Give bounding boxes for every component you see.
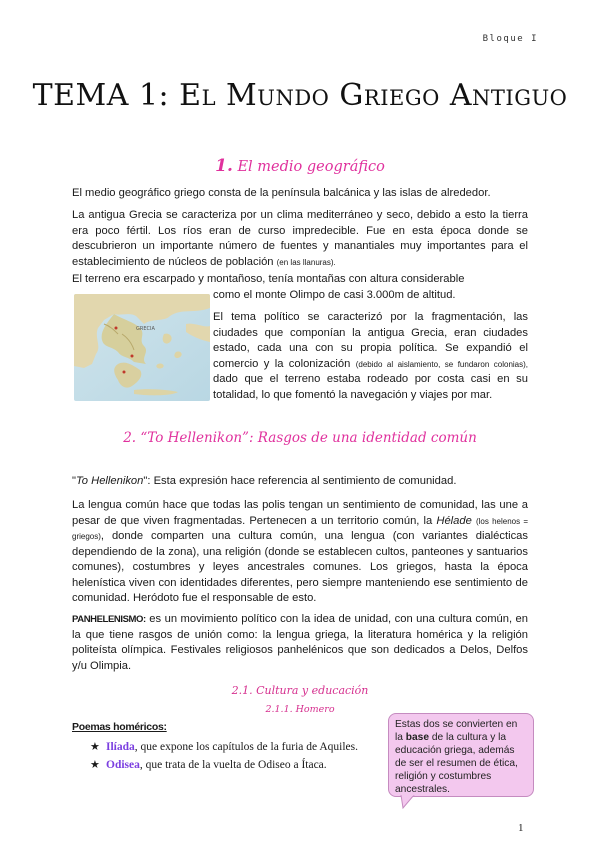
page-number: 1 xyxy=(518,822,524,834)
note-highlight: base xyxy=(405,732,430,743)
paragraph-climate xyxy=(72,208,528,270)
paragraph-panhelenismo xyxy=(72,612,528,674)
paragraph-terrain-line1: El terreno era escarpado y montañoso, tenía montañas con altura considerable xyxy=(72,273,465,285)
greece-map-image xyxy=(74,294,210,401)
note-bubble-tail xyxy=(400,795,416,809)
note-text-c: de la cultura y la educación griega, además de ser el resumen de ética, religión y costumbres ancestrales. xyxy=(395,732,518,795)
helade-note: (los helenos = griegos) xyxy=(72,516,529,541)
poem-desc-odisea: , que trata de la vuelta de Odiseo a Ítaca. xyxy=(139,759,327,771)
politics-text-a: El tema político se caracterizó por la fragmentación, las ciudades que componían la antigua Grecia, eran ciudades estado, cada una con su propia política. Se expandió el comercio y la colonización xyxy=(213,311,528,370)
paragraph-terrain-line2: como el monte Olimpo de casi 3.000m de altitud. xyxy=(213,289,456,301)
section-1-heading xyxy=(0,156,600,176)
paragraph-politics xyxy=(213,310,528,403)
block-label: Bloque I xyxy=(482,34,538,44)
climate-note: (en las llanuras). xyxy=(276,257,336,267)
common-language-a: La lengua común hace que todas las polis tengan un sentimiento de comunidad, las une a pesar de que viven fragmentadas. Pertenecen a un territorio común, la xyxy=(72,499,528,527)
to-hellenikon-term: To Hellenikon xyxy=(75,475,144,487)
poem-desc-iliada: , que expone los capítulos de la furia de Aquiles. xyxy=(134,741,358,753)
paragraph-intro: El medio geográfico griego consta de la península balcánica y las islas de alrededor. xyxy=(72,187,491,199)
greece-map-drawing xyxy=(74,294,210,401)
common-language-b: , donde comparten una cultura común, una lengua (con variantes dialécticas dependiendo de la zona), una religión (donde se establecen cultos, panteones y santuarios comunes), costumbres y leyes ancestrales comunes. Los griegos, hasta la época helenística viven con identidades diferentes, pero siempre manteniendo ese sentimiento de comunidad. Heródoto fue el responsable de esto. xyxy=(72,530,528,604)
paragraph-to-hellenikon: "To Hellenikon": Esta expresión hace referencia al sentimiento de comunidad. xyxy=(72,475,457,487)
climate-text: La antigua Grecia se caracteriza por un clima mediterráneo y seco, debido a esto la tierra era poco fértil. Los ríos eran de curso impredecible. Fue en esta época donde se descubrieron un importante número de fuentes y manantiales muy importantes para el establecimiento de núcleos de población xyxy=(72,209,528,268)
note-text-a: Estas dos se convierten en la xyxy=(395,719,518,743)
page-title: TEMA 1: El Mundo Griego Antiguo xyxy=(32,78,568,113)
note-bubble xyxy=(388,713,534,797)
section-2-1-1-heading: 2.1.1. Homero xyxy=(265,704,335,715)
homeric-poems-heading: Poemas homéricos: xyxy=(72,721,167,733)
map-label: GRECIA xyxy=(136,326,155,332)
panhelenismo-term: PANHELENISMO: xyxy=(72,614,146,625)
paragraph-common-language xyxy=(72,498,528,607)
panhelenismo-definition: es un movimiento político con la idea de unidad, con una cultura común, en la que tiene rasgos de unión como: la lengua griega, la literatura homérica y la religión politeísta olímpica. Festivales religiosos panhelénicos que son dedicados a Delos, Delfos y/u Olimpia. xyxy=(72,613,529,672)
star-icon: ★ xyxy=(90,740,100,753)
poem-work-iliada: Ilíada xyxy=(106,741,135,753)
section-1-title: El medio geográfico xyxy=(237,159,385,175)
section-1-number: 1. xyxy=(215,156,233,176)
section-2-1-heading: 2.1. Cultura y educación xyxy=(231,684,369,697)
star-icon: ★ xyxy=(90,758,100,771)
helade-term: Hélade xyxy=(436,514,472,527)
to-hellenikon-definition: : Esta expresión hace referencia al sentimiento de comunidad. xyxy=(147,475,457,487)
politics-text-b: dado que el terreno estaba rodeado por costa casi en su totalidad, lo que fomentó la navegación y viajes por mar. xyxy=(213,373,528,401)
poem-work-odisea: Odisea xyxy=(106,759,140,771)
section-2-heading: 2. “To Hellenikon”: Rasgos de una identidad común xyxy=(123,430,477,446)
politics-note: (debido al aislamiento, se fundaron colonias), xyxy=(355,359,529,369)
poem-item-odisea xyxy=(90,758,327,771)
poem-item-iliada xyxy=(90,740,358,753)
